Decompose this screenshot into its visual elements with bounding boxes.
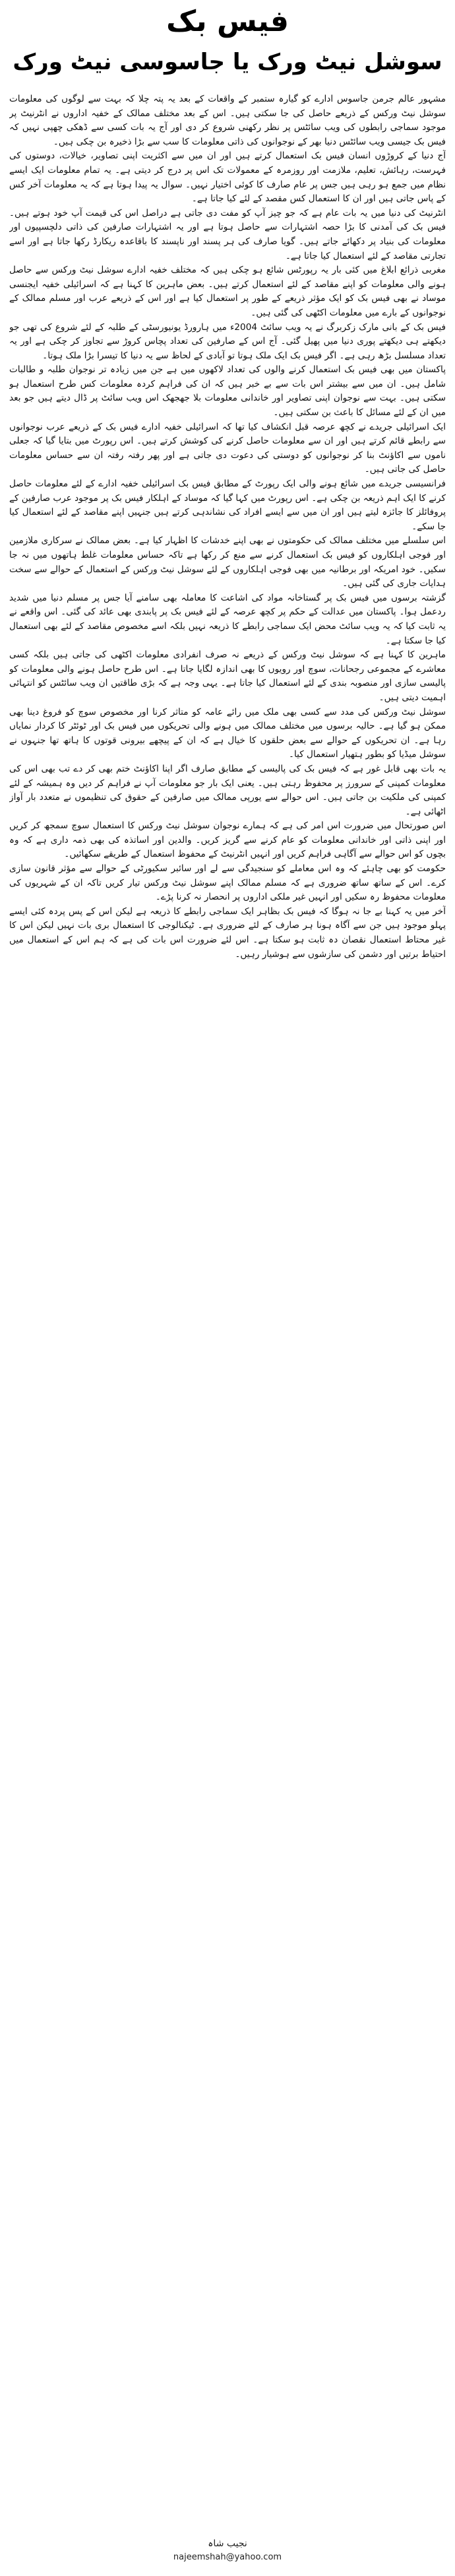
- article-paragraph: اس صورتحال میں ضرورت اس امر کی ہے کہ ہمارے نوجوان سوشل نیٹ ورکس کا استعمال سوچ سمجھ کر کریں اور اپنی ذاتی اور خاندانی معلومات کو عام کرنے سے گریز کریں۔ والدین اور اساتذہ کی بھی ذمہ داری ہے کہ وہ بچوں کو اس حوالے سے آگاہی فراہم کریں اور انہیں انٹرنیٹ کے محفوظ استعمال کے طریقے سکھائیں۔: [9, 820, 446, 860]
- article-subtitle: سوشل نیٹ ورک یا جاسوسی نیٹ ورک: [13, 49, 442, 75]
- article-paragraph: پاکستان میں بھی فیس بک استعمال کرنے والوں کی تعداد لاکھوں میں ہے جن میں زیادہ تر نوجوان طلبہ و طالبات شامل ہیں۔ ان میں سے بیشتر اس بات سے بے خبر ہیں کہ ان کی فراہم کردہ معلومات کس طرح استعمال ہو سکتی ہیں۔ بہت سے نوجوان اپنی تصاویر اور خاندانی معلومات بلا جھجھک اس ویب سائٹ پر ڈال دیتے ہیں جو بعد میں ان کے لئے مسائل کا باعث بن سکتی ہیں۔: [9, 364, 446, 418]
- article-paragraph: آج دنیا کے کروڑوں انسان فیس بک استعمال کرتے ہیں اور ان میں سے اکثریت اپنی تصاویر، خیالات، دوستوں کی فہرست، رہائش، تعلیم، ملازمت اور روزمرہ کے معمولات تک اس پر درج کر دیتی ہے۔ یہ تمام معلومات ایک ایسے نظام میں جمع ہو رہی ہیں جس پر عام صارف کا کوئی اختیار نہیں۔ سوال یہ پیدا ہوتا ہے کہ یہ معلومات آخر کس کے پاس جاتی ہیں اور ان کا استعمال کس مقصد کے لئے کیا جاتا ہے۔: [9, 150, 446, 205]
- article-paragraph: ماہرین کا کہنا ہے کہ سوشل نیٹ ورکس کے ذریعے نہ صرف انفرادی معلومات اکٹھی کی جاتی ہیں بلکہ کسی معاشرے کے مجموعی رجحانات، سوچ اور رویوں کا بھی اندازہ لگایا جاتا ہے۔ اس طرح حاصل ہونے والی معلومات کو پالیسی سازی اور منصوبہ بندی کے لئے استعمال کیا جاتا ہے۔ یہی وجہ ہے کہ بڑی طاقتیں ان ویب سائٹس کو انتہائی اہمیت دیتی ہیں۔: [9, 649, 446, 703]
- article-title: فیس بک: [166, 5, 289, 38]
- author-byline: [0, 2536, 455, 2564]
- author-name: نجیب شاہ: [208, 2538, 247, 2549]
- article-paragraph: فرانسیسی جریدے میں شائع ہونے والی ایک رپورٹ کے مطابق فیس بک اسرائیلی خفیہ ادارے کے لئے معلومات حاصل کرنے کا ایک اہم ذریعہ بن چکی ہے۔ اس رپورٹ میں کہا گیا کہ موساد کے اہلکار فیس بک پر موجود عرب صارفین کے پروفائلز کا جائزہ لیتے ہیں اور ان میں سے ایسے افراد کی نشاندہی کرتے ہیں جنہیں اپنے مقاصد کے لئے استعمال کیا جا سکے۔: [9, 479, 446, 532]
- article-paragraph: آخر میں یہ کہنا بے جا نہ ہوگا کہ فیس بک بظاہر ایک سماجی رابطے کا ذریعہ ہے لیکن اس کے پس پردہ کئی ایسے پہلو موجود ہیں جن سے آگاہ ہونا ہر صارف کے لئے ضروری ہے۔ ٹیکنالوجی کا استعمال بری بات نہیں لیکن اس کا غیر محتاط استعمال نقصان دہ ثابت ہو سکتا ہے۔ اس لئے ضرورت اس بات کی ہے کہ ہم اس کے استعمال میں احتیاط برتیں اور دشمن کی سازشوں سے ہوشیار رہیں۔: [9, 906, 446, 960]
- article-paragraph: اس سلسلے میں مختلف ممالک کی حکومتوں نے بھی اپنے خدشات کا اظہار کیا ہے۔ بعض ممالک نے سرکاری ملازمین اور فوجی اہلکاروں کو فیس بک استعمال کرنے سے منع کر رکھا ہے تاکہ حساس معلومات غلط ہاتھوں میں نہ جا سکیں۔ خود امریکہ اور برطانیہ میں بھی فوجی اہلکاروں کے لئے سوشل نیٹ ورکس کے استعمال کے حوالے سے سخت ہدایات جاری کی گئی ہیں۔: [9, 535, 446, 589]
- article-paragraph: مغربی ذرائع ابلاغ میں کئی بار یہ رپورٹس شائع ہو چکی ہیں کہ مختلف خفیہ ادارے سوشل نیٹ ورکس سے حاصل ہونے والی معلومات کو اپنے مقاصد کے لئے استعمال کرتے ہیں۔ بعض ماہرین کا کہنا ہے کہ اسرائیلی خفیہ ایجنسی موساد نے بھی فیس بک کو ایک مؤثر ذریعے کے طور پر استعمال کیا ہے اور اس کے ذریعے عرب اور مسلم ممالک کے نوجوانوں کے بارے میں معلومات اکٹھی کی گئی ہیں۔: [9, 265, 446, 318]
- article-paragraph: حکومت کو بھی چاہئے کہ وہ اس معاملے کو سنجیدگی سے لے اور سائبر سکیورٹی کے حوالے سے مؤثر قانون سازی کرے۔ اس کے ساتھ ساتھ ضروری ہے کہ مسلم ممالک اپنے سوشل نیٹ ورکس تیار کریں تاکہ ان کے شہریوں کی معلومات محفوظ رہ سکیں اور انہیں غیر ملکی اداروں پر انحصار نہ کرنا پڑے۔: [9, 863, 446, 903]
- article-paragraph: سوشل نیٹ ورکس کی مدد سے کسی بھی ملک میں رائے عامہ کو متاثر کرنا اور مخصوص سوچ کو فروغ دینا بھی ممکن ہو گیا ہے۔ حالیہ برسوں میں مختلف ممالک میں ہونے والی تحریکوں میں فیس بک اور ٹوئٹر کا کردار نمایاں رہا ہے۔ ان تحریکوں کے حوالے سے بعض حلقوں کا خیال ہے کہ ان کے پیچھے بیرونی قوتوں کا ہاتھ تھا جنہوں نے سوشل میڈیا کو بطور ہتھیار استعمال کیا۔: [9, 706, 446, 760]
- author-email: najeemshah@yahoo.com: [173, 2552, 282, 2562]
- article-body: [9, 92, 446, 2471]
- article-paragraph: یہ بات بھی قابل غور ہے کہ فیس بک کی پالیسی کے مطابق صارف اگر اپنا اکاؤنٹ ختم بھی کر دے تب بھی اس کی معلومات کمپنی کے سرورز پر محفوظ رہتی ہیں۔ یعنی ایک بار جو معلومات آپ نے فراہم کر دیں وہ ہمیشہ کے لئے کمپنی کی ملکیت بن جاتی ہیں۔ اس حوالے سے یورپی ممالک میں صارفین کے حقوق کی تنظیموں نے متعدد بار آواز اٹھائی ہے۔: [9, 763, 446, 817]
- article-paragraph: گزشتہ برسوں میں فیس بک پر گستاخانہ مواد کی اشاعت کا معاملہ بھی سامنے آیا جس پر مسلم دنیا میں شدید ردعمل ہوا۔ پاکستان میں عدالت کے حکم پر کچھ عرصہ کے لئے فیس بک پر پابندی بھی عائد کی گئی۔ اس واقعے نے یہ ثابت کیا کہ یہ ویب سائٹ محض ایک سماجی رابطے کا ذریعہ نہیں بلکہ اسے مخصوص مقاصد کے لئے بھی استعمال کیا جا سکتا ہے۔: [9, 592, 446, 646]
- article-paragraph: مشہور عالم جرمن جاسوس ادارے کو گیارہ ستمبر کے واقعات کے بعد یہ پتہ چلا کہ بہت سے لوگوں کی معلومات سوشل نیٹ ورکس کے ذریعے حاصل کی جا سکتی ہیں۔ اس کے بعد مختلف ممالک کے خفیہ اداروں نے انٹرنیٹ پر موجود سماجی رابطوں کی ویب سائٹس پر نظر رکھنی شروع کر دی اور آج یہ بات کسی سے ڈھکی چھپی نہیں کہ فیس بک جیسی ویب سائٹس دنیا بھر کے نوجوانوں کی ذاتی معلومات کا سب سے بڑا ذخیرہ بن چکی ہیں۔: [9, 94, 446, 147]
- article-paragraph: ایک اسرائیلی جریدے نے کچھ عرصہ قبل انکشاف کیا تھا کہ اسرائیلی خفیہ ادارے فیس بک کے ذریعے عرب نوجوانوں سے رابطے قائم کرتے ہیں اور ان سے معلومات حاصل کرنے کی کوشش کرتے ہیں۔ اس رپورٹ میں بتایا گیا کہ جعلی ناموں سے اکاؤنٹ بنا کر نوجوانوں کو دوستی کی دعوت دی جاتی ہے اور پھر رفتہ رفتہ ان سے حساس معلومات حاصل کی جاتی ہیں۔: [9, 421, 446, 475]
- article-paragraph: فیس بک کے بانی مارک زکربرگ نے یہ ویب سائٹ 2004ء میں ہارورڈ یونیورسٹی کے طلبہ کے لئے شروع کی تھی جو دیکھتے ہی دیکھتے پوری دنیا میں پھیل گئی۔ آج اس کے صارفین کی تعداد پچاس کروڑ سے تجاوز کر چکی ہے اور یہ تعداد مسلسل بڑھ رہی ہے۔ اگر فیس بک ایک ملک ہوتا تو آبادی کے لحاظ سے یہ دنیا کا تیسرا بڑا ملک ہوتا۔: [9, 321, 446, 361]
- article-paragraph: انٹرنیٹ کی دنیا میں یہ بات عام ہے کہ جو چیز آپ کو مفت دی جاتی ہے دراصل اس کی قیمت آپ خود ہوتے ہیں۔ فیس بک کی آمدنی کا بڑا حصہ اشتہارات سے حاصل ہوتا ہے اور یہ اشتہارات صارفین کی ذاتی دلچسپیوں اور معلومات کی بنیاد پر دکھائے جاتے ہیں۔ گویا صارف کی ہر پسند اور ناپسند کا باقاعدہ ریکارڈ رکھا جاتا ہے اور اسے تجارتی مقاصد کے لئے استعمال کیا جاتا ہے۔: [9, 207, 446, 261]
